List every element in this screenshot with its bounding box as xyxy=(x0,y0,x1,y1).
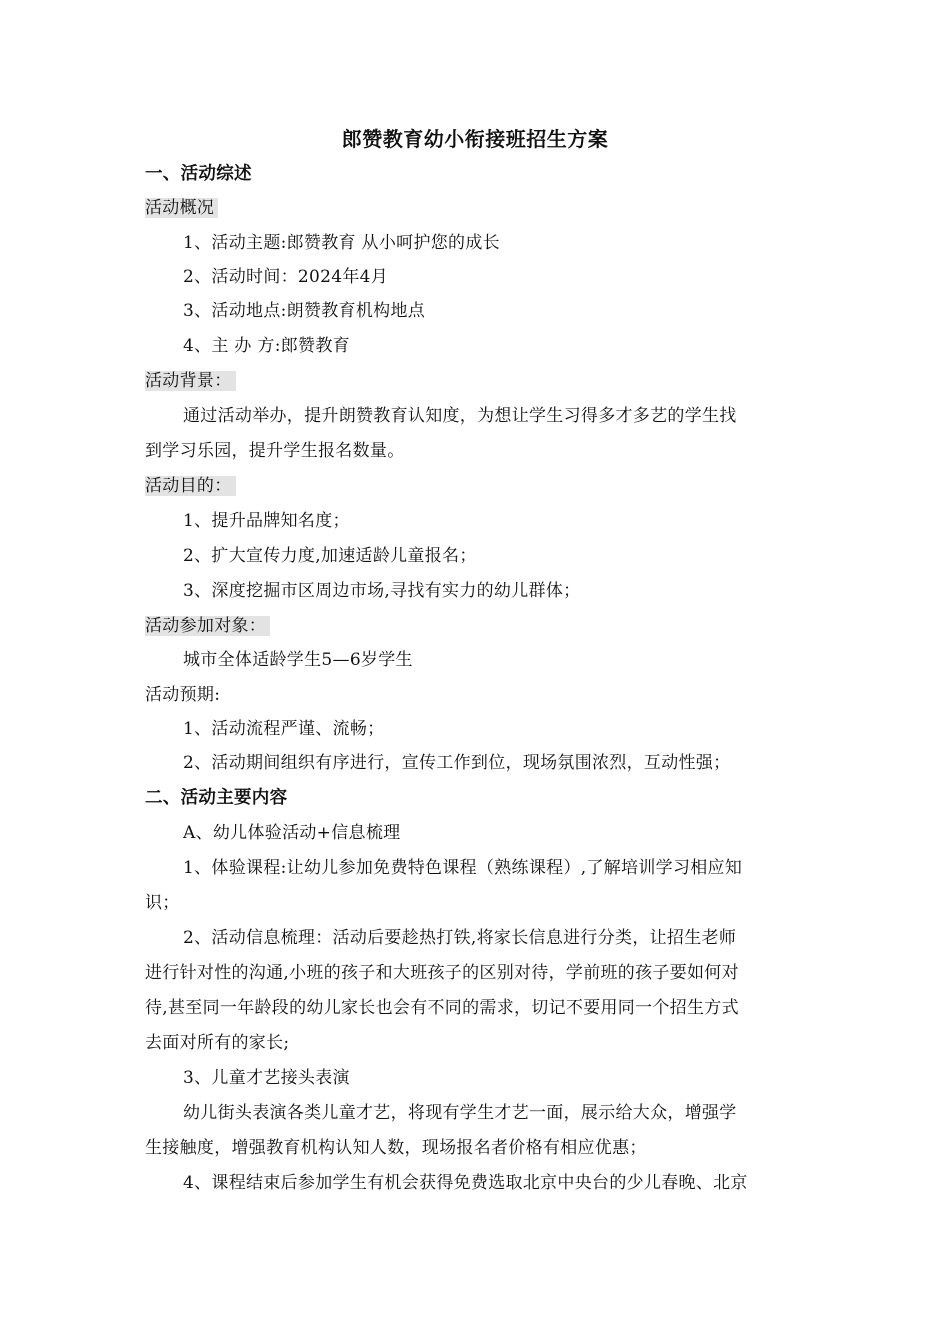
audience-heading-text: 活动参加对象： xyxy=(145,616,270,636)
paragraph-line: 2、活动信息梳理：活动后要趁热打铁,将家长信息进行分类，让招生老师 xyxy=(183,928,737,948)
paragraph-heading: 3、儿童才艺接头表演 xyxy=(183,1068,350,1088)
paragraph-line: 幼儿街头表演各类儿童才艺，将现有学生才艺一面，展示给大众，增强学 xyxy=(183,1103,737,1123)
purpose-item: 1、提升品牌知名度； xyxy=(183,511,350,531)
section-1-heading: 一、活动综述 xyxy=(145,164,252,184)
expectation-item: 2、活动期间组织有序进行，宣传工作到位，现场氛围浓烈，互动性强； xyxy=(183,753,731,773)
overview-heading xyxy=(145,196,218,220)
overview-heading-text: 活动概况 xyxy=(145,198,218,218)
background-paragraph-line: 到学习乐园，提升学生报名数量。 xyxy=(145,441,405,461)
background-paragraph-line: 通过活动举办，提升朗赞教育认知度，为想让学生习得多才多艺的学生找 xyxy=(183,406,737,426)
expectation-heading-text: 活动预期: xyxy=(145,685,221,705)
purpose-item: 2、扩大宣传力度,加速适龄儿童报名； xyxy=(183,546,477,566)
paragraph-line: 生接触度，增强教育机构认知人数，现场报名者价格有相应优惠； xyxy=(145,1138,647,1158)
paragraph-line: 去面对所有的家长; xyxy=(145,1033,290,1053)
overview-item: 1、活动主题:郎赞教育 从小呵护您的成长 xyxy=(183,233,500,253)
background-heading-text: 活动背景： xyxy=(145,371,236,391)
expectation-item: 1、活动流程严谨、流畅； xyxy=(183,719,385,739)
expectation-heading xyxy=(145,683,224,707)
overview-item: 4、主 办 方:郎赞教育 xyxy=(183,336,350,356)
subsection-a-heading: A、幼儿体验活动+信息梳理 xyxy=(183,823,401,843)
paragraph-line: 识； xyxy=(145,893,180,913)
purpose-heading-text: 活动目的： xyxy=(145,476,236,496)
paragraph-line: 待,甚至同一年龄段的幼儿家长也会有不同的需求，切记不要用同一个招生方式 xyxy=(145,998,739,1018)
section-2-heading: 二、活动主要内容 xyxy=(145,788,288,808)
paragraph-line: 进行针对性的沟通,小班的孩子和大班孩子的区别对待，学前班的孩子要如何对 xyxy=(145,963,739,983)
document-title: 郎赞教育幼小衔接班招生方案 xyxy=(341,127,609,151)
audience-heading xyxy=(145,614,270,638)
purpose-item: 3、深度挖掘市区周边市场,寻找有实力的幼儿群体； xyxy=(183,581,581,601)
paragraph-line: 1、体验课程:让幼儿参加免费特色课程（熟练课程）,了解培训学习相应知 xyxy=(183,858,743,878)
purpose-heading xyxy=(145,474,236,498)
overview-item: 3、活动地点:朗赞教育机构地点 xyxy=(183,301,426,321)
paragraph-line: 4、课程结束后参加学生有机会获得免费选取北京中央台的少儿春晚、北京 xyxy=(183,1173,748,1193)
background-heading xyxy=(145,369,236,393)
overview-item: 2、活动时间：2024年4月 xyxy=(183,267,389,287)
audience-text: 城市全体适龄学生5—6岁学生 xyxy=(183,650,413,670)
